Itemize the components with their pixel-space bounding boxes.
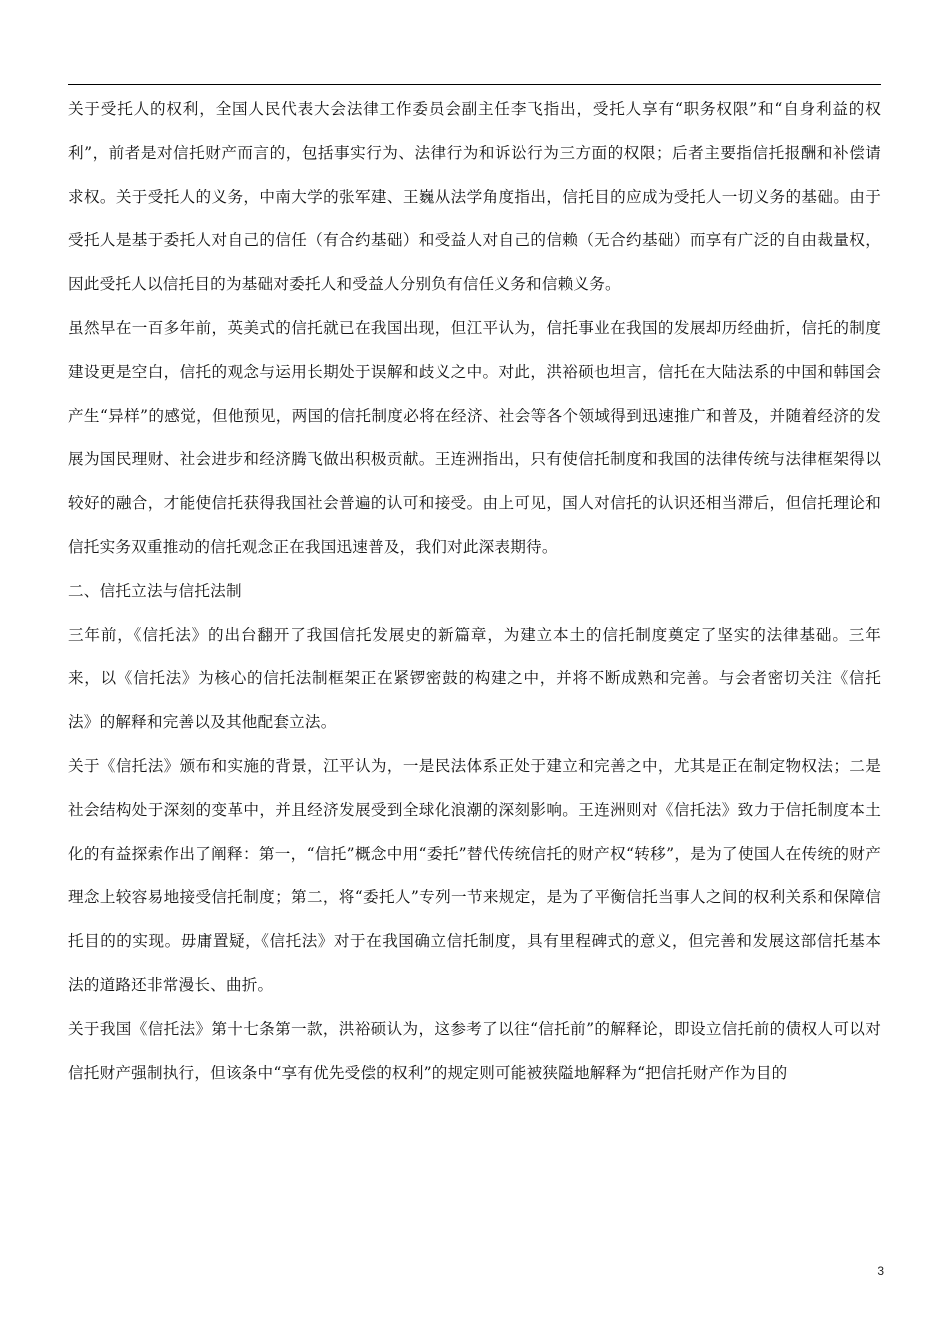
document-body bbox=[68, 88, 881, 1095]
paragraph-trust-law-intro: 三年前，《信托法》的出台翻开了我国信托发展史的新篇章，为建立本土的信托制度奠定了坚实的法律基础。三年来，以《信托法》为核心的信托法制框架正在紧锣密鼓的构建之中，并将不断成熟和完善。与会者密切关注《信托法》的解释和完善以及其他配套立法。 bbox=[68, 625, 881, 732]
paragraph-article-17: 关于我国《信托法》第十七条第一款，洪裕硕认为，这参考了以往“信托前”的解释论，即设立信托前的债权人可以对信托财产强制执行，但该条中“享有优先受偿的权利”的规定则可能被狭隘地解释为“把信托财产作为目的 bbox=[68, 1019, 881, 1082]
section-heading: 二、信托立法与信托法制 bbox=[68, 581, 242, 600]
header-rule bbox=[68, 84, 881, 85]
paragraph-trust-law-background: 关于《信托法》颁布和实施的背景，江平认为，一是民法体系正处于建立和完善之中，尤其是正在制定物权法；二是社会结构处于深刻的变革中，并且经济发展受到全球化浪潮的深刻影响。王连洲则对《信托法》致力于信托制度本土化的有益探索作出了阐释：第一，“信托”概念中用“委托”替代传统信托的财产权“转移”，是为了使国人在传统的财产理念上较容易地接受信托制度；第二，将“委托人”专列一节来规定，是为了平衡信托当事人之间的权利关系和保障信托目的的实现。毋庸置疑，《信托法》对于在我国确立信托制度，具有里程碑式的意义，但完善和发展这部信托基本法的道路还非常漫长、曲折。 bbox=[68, 756, 881, 994]
page-number: 3 bbox=[877, 1264, 884, 1278]
paragraph-trustee-rights: 关于受托人的权利，全国人民代表大会法律工作委员会副主任李飞指出，受托人享有“职务权限”和“自身利益的权利”，前者是对信托财产而言的，包括事实行为、法律行为和诉讼行为三方面的权限；后者主要指信托报酬和补偿请求权。关于受托人的义务，中南大学的张军建、王巍从法学角度指出，信托目的应成为受托人一切义务的基础。由于受托人是基于委托人对自己的信任（有合约基础）和受益人对自己的信赖（无合约基础）而享有广泛的自由裁量权，因此受托人以信托目的为基础对委托人和受益人分别负有信任义务和信赖义务。 bbox=[68, 100, 881, 294]
paragraph-trust-history: 虽然早在一百多年前，英美式的信托就已在我国出现，但江平认为，信托事业在我国的发展却历经曲折，信托的制度建设更是空白，信托的观念与运用长期处于误解和歧义之中。对此，洪裕硕也坦言，信托在大陆法系的中国和韩国会产生“异样”的感觉，但他预见，两国的信托制度必将在经济、社会等各个领域得到迅速推广和普及，并随着经济的发展为国民理财、社会进步和经济腾飞做出积极贡献。王连洲指出，只有使信托制度和我国的法律传统与法律框架得以较好的融合，才能使信托获得我国社会普遍的认可和接受。由上可见，国人对信托的认识还相当滞后，但信托理论和信托实务双重推动的信托观念正在我国迅速普及，我们对此深表期待。 bbox=[68, 318, 881, 556]
